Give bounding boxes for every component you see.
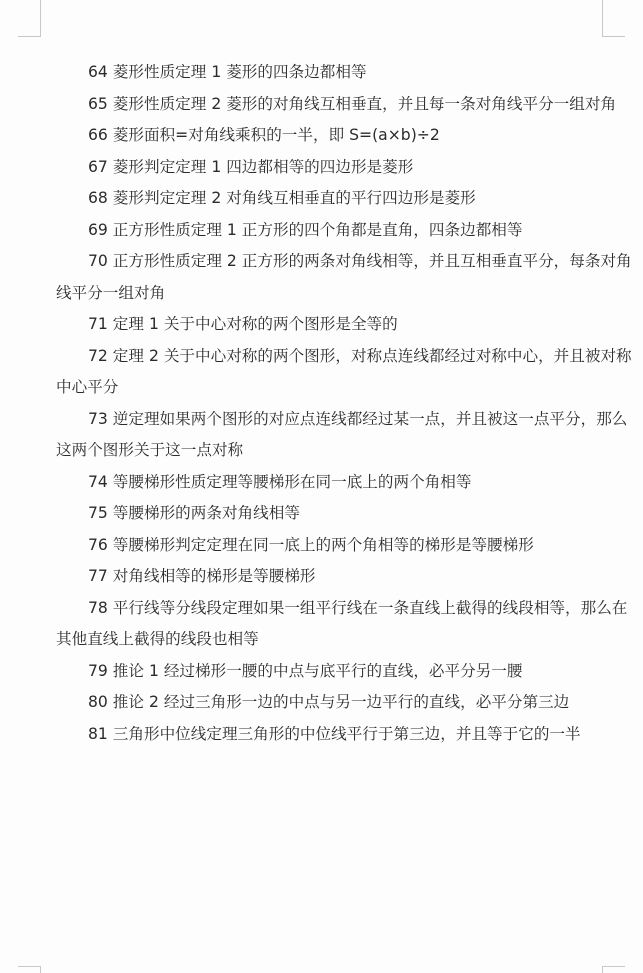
theorem-item: 75 等腰梯形的两条对角线相等 <box>88 504 300 522</box>
theorem-item: 66 菱形面积=对角线乘积的一半，即 S=(a×b)÷2 <box>88 126 440 144</box>
theorem-item: 79 推论 1 经过梯形一腰的中点与底平行的直线，必平分另一腰 <box>88 661 523 680</box>
theorem-item: 81 三角形中位线定理三角形的中位线平行于第三边，并且等于它的一半 <box>88 724 581 743</box>
theorem-item: 65 菱形性质定理 2 菱形的对角线互相垂直，并且每一条对角线平分一组对角 <box>88 94 617 113</box>
theorem-item: 69 正方形性质定理 1 正方形的四个角都是直角，四条边都相等 <box>88 220 523 239</box>
theorem-item: 72 定理 2 关于中心对称的两个图形，对称点连线都经过对称中心，并且被对称中心平分 <box>56 346 632 396</box>
theorem-item: 68 菱形判定定理 2 对角线互相垂直的平行四边形是菱形 <box>88 189 476 207</box>
theorem-item: 64 菱形性质定理 1 菱形的四条边都相等 <box>88 63 367 81</box>
theorem-item: 70 正方形性质定理 2 正方形的两条对角线相等，并且互相垂直平分，每条对角线平分一组对角 <box>56 252 632 302</box>
crop-mark-bottom-right <box>602 966 625 973</box>
theorem-item: 73 逆定理如果两个图形的对应点连线都经过某一点，并且被这一点平分，那么这两个图形关于这一点对称 <box>56 409 628 459</box>
theorem-item: 71 定理 1 关于中心对称的两个图形是全等的 <box>88 315 398 333</box>
theorem-item: 78 平行线等分线段定理如果一组平行线在一条直线上截得的线段相等，那么在其他直线上截得的线段也相等 <box>56 598 628 648</box>
theorem-item: 74 等腰梯形性质定理等腰梯形在同一底上的两个角相等 <box>88 472 472 491</box>
theorem-item: 80 推论 2 经过三角形一边的中点与另一边平行的直线，必平分第三边 <box>88 693 570 711</box>
crop-mark-top-right <box>602 0 625 37</box>
crop-mark-bottom-left <box>18 966 41 973</box>
theorem-list <box>56 57 636 750</box>
theorem-item: 67 菱形判定定理 1 四边都相等的四边形是菱形 <box>88 157 414 176</box>
theorem-item: 77 对角线相等的梯形是等腰梯形 <box>88 567 316 585</box>
theorem-item: 76 等腰梯形判定定理在同一底上的两个角相等的梯形是等腰梯形 <box>88 535 534 554</box>
crop-mark-top-left <box>18 0 41 37</box>
